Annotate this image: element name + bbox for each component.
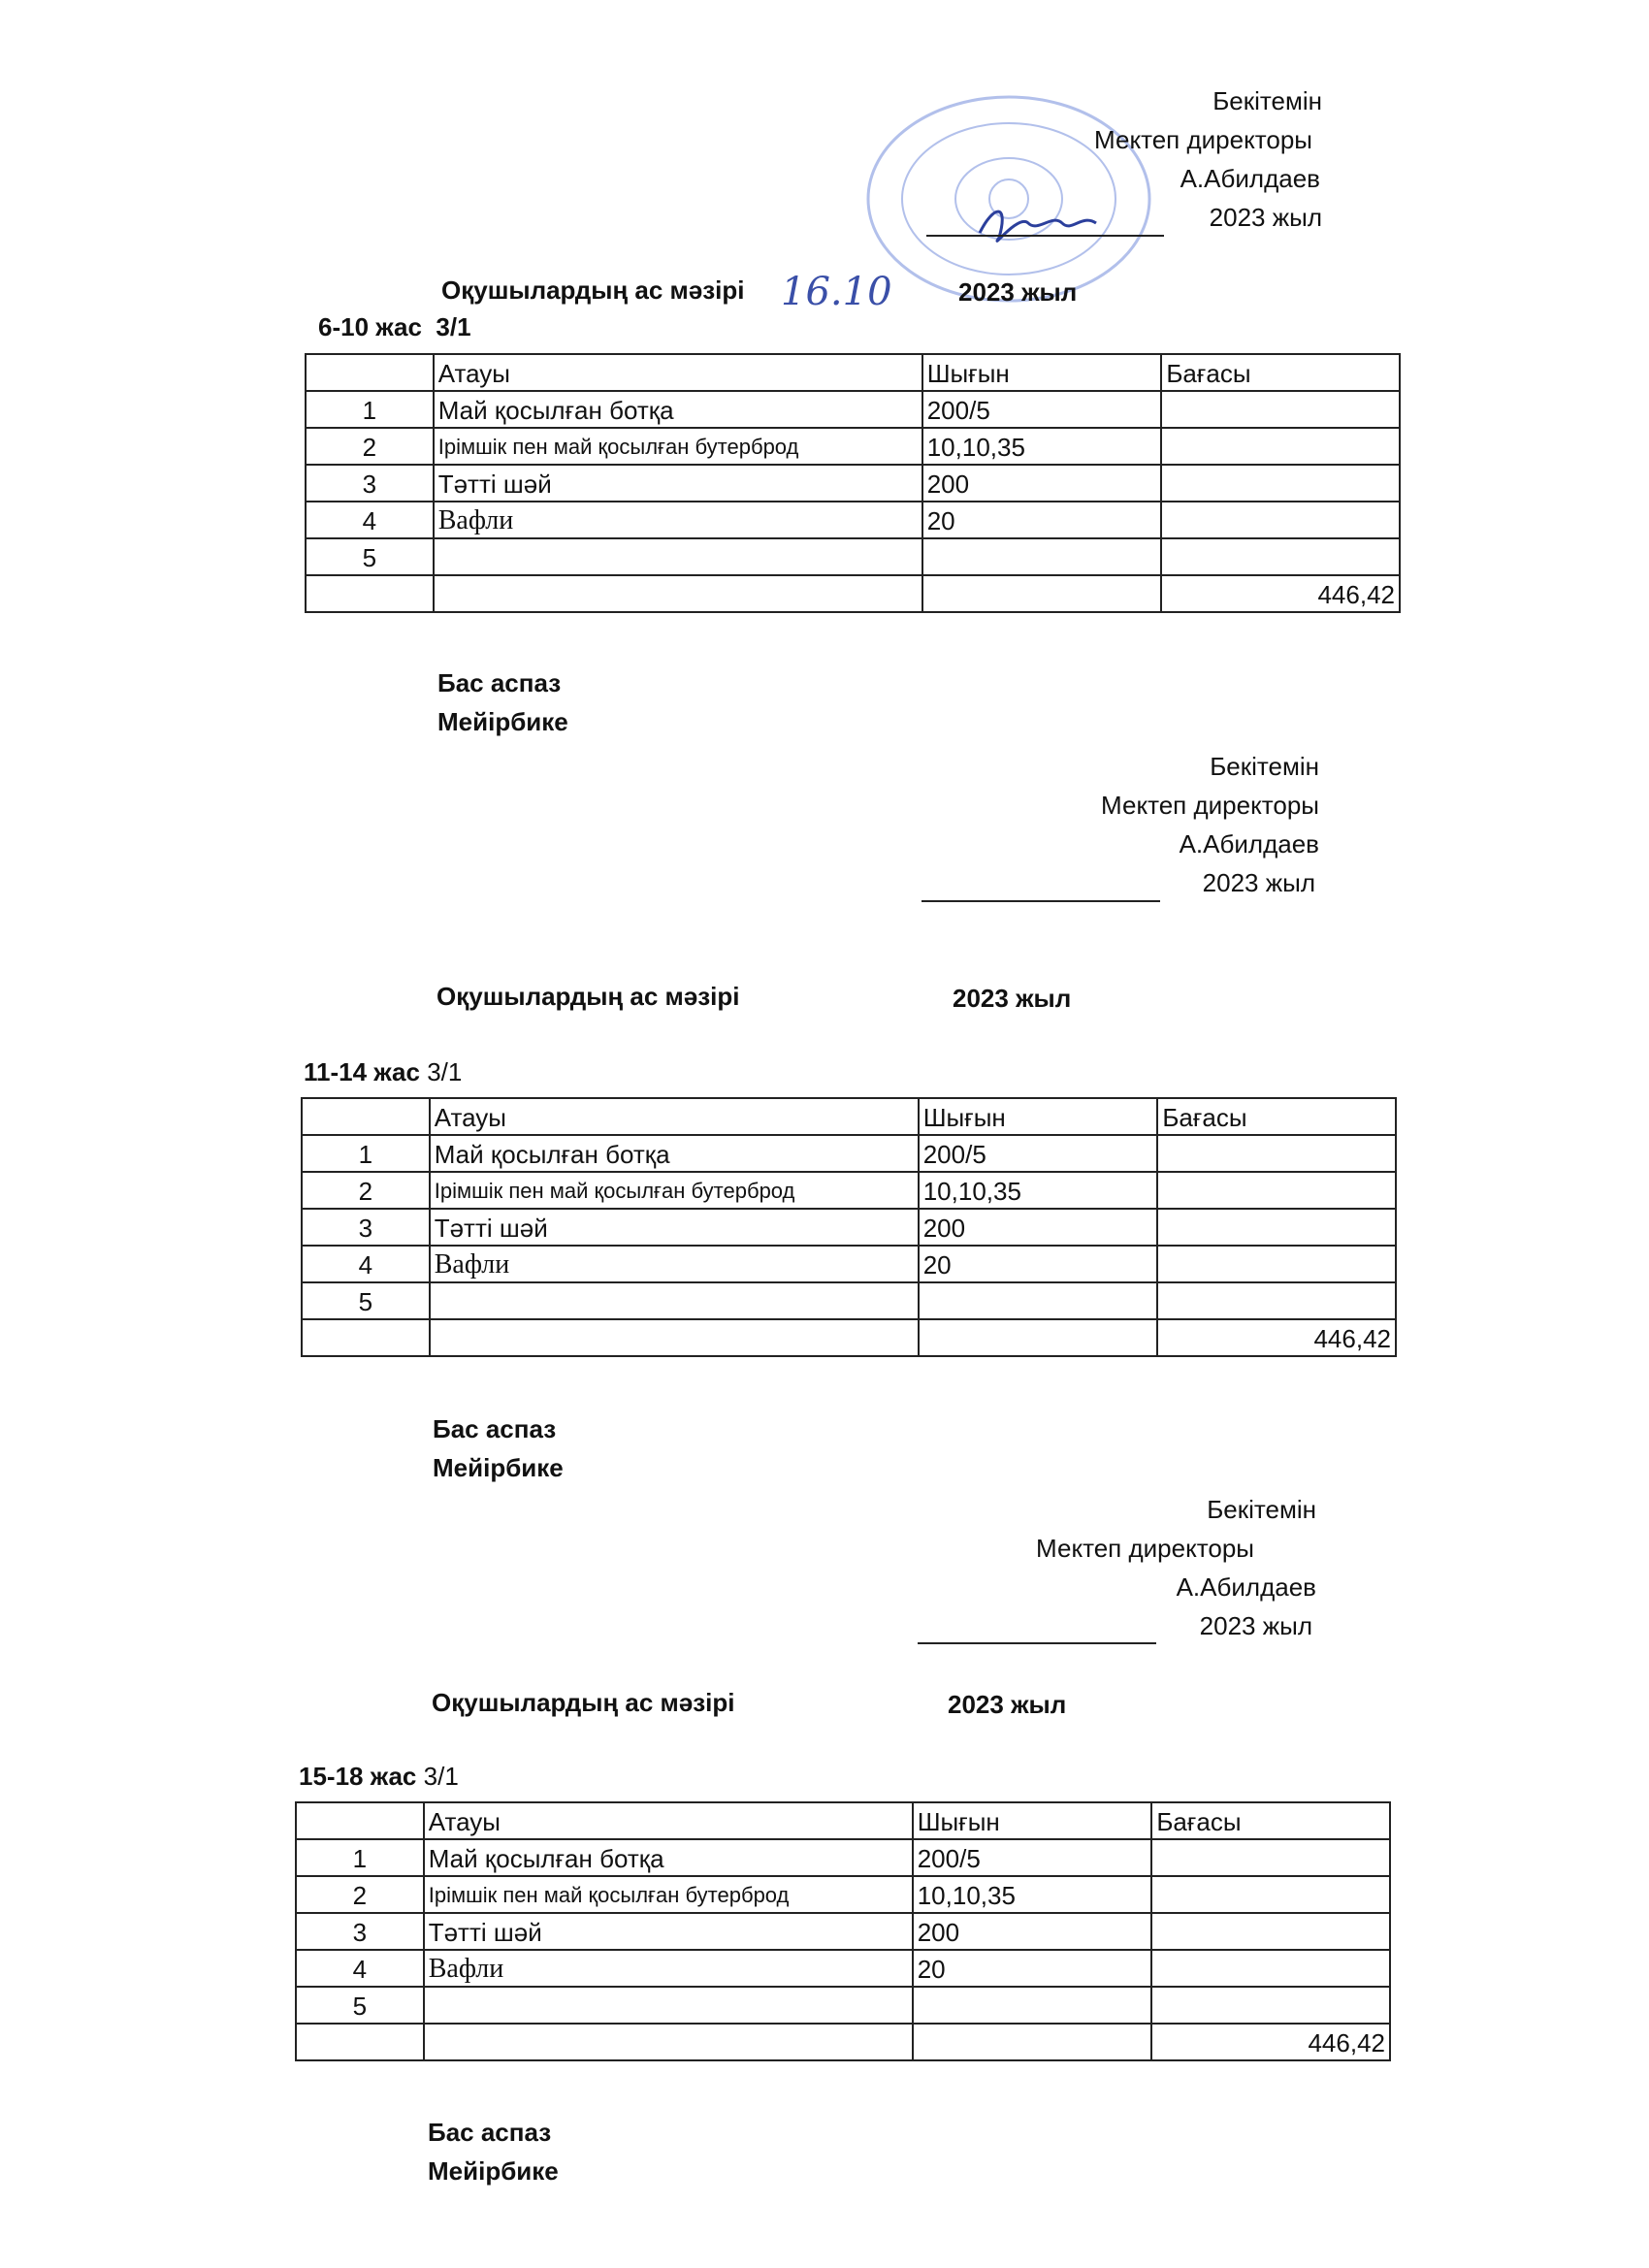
- table-row: [306, 538, 1400, 575]
- dish-name: [424, 1987, 913, 2024]
- approval-year: 2023 жыл: [1199, 1611, 1312, 1640]
- dish-amount: 200/5: [922, 391, 1162, 428]
- dish-amount: 200: [913, 1913, 1152, 1950]
- table-row: [302, 1135, 1396, 1172]
- approval-block-3: [1036, 1490, 1316, 1645]
- nurse-label: Мейірбике: [437, 707, 568, 736]
- row-number: 1: [306, 391, 434, 428]
- header-cell: Атауы: [424, 1802, 913, 1839]
- age-group-line: [304, 1057, 462, 1087]
- approve-label: Бекітемін: [1212, 86, 1322, 115]
- header-cell: [296, 1802, 424, 1839]
- director-title: Мектеп директоры: [1036, 1534, 1254, 1563]
- header-cell: Бағасы: [1161, 354, 1400, 391]
- table-header: [296, 1802, 1390, 1839]
- row-number: 4: [306, 502, 434, 538]
- dish-price: [1151, 1913, 1390, 1950]
- director-name: А.Абилдаев: [1176, 1572, 1316, 1602]
- table-row: [302, 1282, 1396, 1319]
- menu-code: 3/1: [436, 312, 471, 341]
- row-number: 1: [302, 1135, 430, 1172]
- dish-amount: 20: [919, 1246, 1158, 1282]
- table-row: [306, 465, 1400, 502]
- dish-amount: 10,10,35: [922, 428, 1162, 465]
- row-number: 4: [296, 1950, 424, 1987]
- menu-table: [301, 1097, 1397, 1357]
- row-number: 1: [296, 1839, 424, 1876]
- nurse-label: Мейірбике: [433, 1453, 564, 1482]
- dish-name: [434, 538, 922, 575]
- director-name: А.Абилдаев: [1179, 829, 1319, 859]
- table-row: [302, 1246, 1396, 1282]
- row-number: 5: [306, 538, 434, 575]
- chef-label: Бас аспаз: [428, 2118, 552, 2147]
- header-cell: Бағасы: [1151, 1802, 1390, 1839]
- dish-name: Май қосылған ботқа: [424, 1839, 913, 1876]
- row-number: 2: [306, 428, 434, 465]
- menu-table: [295, 1801, 1391, 2061]
- approve-label: Бекітемін: [1207, 1495, 1316, 1524]
- table-row: [296, 1987, 1390, 2024]
- menu-title: Оқушылардың ас мәзірі: [436, 982, 740, 1011]
- menu-title: Оқушылардың ас мәзірі: [432, 1688, 735, 1717]
- menu-year: 2023 жыл: [958, 277, 1078, 307]
- total-price: 446,42: [1151, 2024, 1390, 2060]
- total-row: [306, 575, 1400, 612]
- dish-name: Май қосылған ботқа: [434, 391, 922, 428]
- director-name: А.Абилдаев: [1180, 164, 1320, 193]
- row-number: 5: [302, 1282, 430, 1319]
- dish-price: [1151, 1950, 1390, 1987]
- row-number: 2: [302, 1172, 430, 1209]
- dish-amount: 10,10,35: [919, 1172, 1158, 1209]
- dish-name: Вафли: [434, 502, 922, 538]
- chef-label: Бас аспаз: [433, 1414, 557, 1443]
- dish-amount: 10,10,35: [913, 1876, 1152, 1913]
- row-number: 5: [296, 1987, 424, 2024]
- age-group-line: [318, 312, 471, 342]
- header-cell: Шығын: [922, 354, 1162, 391]
- table-row: [302, 1209, 1396, 1246]
- signature-line: [926, 235, 1164, 237]
- dish-name: Тәтті шәй: [434, 465, 922, 502]
- dish-name: Тәтті шәй: [430, 1209, 919, 1246]
- dish-amount: 200/5: [919, 1135, 1158, 1172]
- dish-price: [1151, 1876, 1390, 1913]
- signature-line: [922, 900, 1160, 902]
- dish-name: Май қосылған ботқа: [430, 1135, 919, 1172]
- dish-price: [1157, 1246, 1396, 1282]
- handwritten-date: 16.10: [781, 270, 892, 314]
- age-group-line: [299, 1762, 459, 1792]
- table-row: [306, 391, 1400, 428]
- dish-name: Вафли: [430, 1246, 919, 1282]
- menu-year: 2023 жыл: [953, 984, 1072, 1013]
- dish-amount: 20: [922, 502, 1162, 538]
- table-row: [296, 1913, 1390, 1950]
- chef-label: Бас аспаз: [437, 668, 562, 697]
- dish-name: [430, 1282, 919, 1319]
- approval-block-1: [1094, 81, 1322, 237]
- row-number: 3: [296, 1913, 424, 1950]
- table-row: [296, 1876, 1390, 1913]
- menu-year: 2023 жыл: [948, 1690, 1067, 1719]
- dish-price: [1157, 1282, 1396, 1319]
- table-row: [302, 1172, 1396, 1209]
- header-cell: Атауы: [434, 354, 922, 391]
- dish-amount: [919, 1282, 1158, 1319]
- dish-price: [1151, 1839, 1390, 1876]
- total-price: 446,42: [1157, 1319, 1396, 1356]
- total-price: 446,42: [1161, 575, 1400, 612]
- dish-amount: 200/5: [913, 1839, 1152, 1876]
- nurse-label: Мейірбике: [428, 2156, 559, 2186]
- approval-year: 2023 жыл: [1202, 868, 1315, 897]
- dish-amount: 20: [913, 1950, 1152, 1987]
- age-group: 11-14 жас: [304, 1057, 420, 1086]
- menu-code: 3/1: [423, 1762, 459, 1791]
- header-cell: [306, 354, 434, 391]
- age-group: 15-18 жас: [299, 1762, 417, 1791]
- header-cell: Атауы: [430, 1098, 919, 1135]
- dish-price: [1161, 428, 1400, 465]
- dish-price: [1151, 1987, 1390, 2024]
- header-cell: Шығын: [919, 1098, 1158, 1135]
- table-header: [306, 354, 1400, 391]
- row-number: 3: [306, 465, 434, 502]
- dish-name: Ірімшік пен май қосылған бутерброд: [424, 1876, 913, 1913]
- age-group: 6-10 жас: [318, 312, 422, 341]
- director-title: Мектеп директоры: [1101, 791, 1319, 820]
- director-title: Мектеп директоры: [1094, 125, 1312, 154]
- dish-amount: [913, 1987, 1152, 2024]
- footer-signatures: [428, 2113, 559, 2190]
- header-cell: Бағасы: [1157, 1098, 1396, 1135]
- approval-year: 2023 жыл: [1209, 203, 1322, 232]
- row-number: 2: [296, 1876, 424, 1913]
- footer-signatures: [437, 664, 568, 741]
- table-row: [306, 502, 1400, 538]
- dish-price: [1161, 538, 1400, 575]
- dish-price: [1161, 391, 1400, 428]
- dish-amount: 200: [922, 465, 1162, 502]
- director-signature: [960, 194, 1106, 252]
- dish-name: Ірімшік пен май қосылған бутерброд: [434, 428, 922, 465]
- total-row: [302, 1319, 1396, 1356]
- dish-price: [1157, 1209, 1396, 1246]
- dish-price: [1157, 1172, 1396, 1209]
- approval-block-2: [1101, 747, 1319, 902]
- dish-price: [1161, 502, 1400, 538]
- footer-signatures: [433, 1409, 564, 1487]
- table-header: [302, 1098, 1396, 1135]
- menu-code: 3/1: [427, 1057, 463, 1086]
- row-number: 3: [302, 1209, 430, 1246]
- header-cell: [302, 1098, 430, 1135]
- dish-name: Тәтті шәй: [424, 1913, 913, 1950]
- dish-amount: [922, 538, 1162, 575]
- table-row: [306, 428, 1400, 465]
- dish-price: [1157, 1135, 1396, 1172]
- table-row: [296, 1950, 1390, 1987]
- signature-line: [918, 1642, 1156, 1644]
- header-cell: Шығын: [913, 1802, 1152, 1839]
- menu-title: Оқушылардың ас мәзірі: [441, 275, 745, 305]
- row-number: 4: [302, 1246, 430, 1282]
- dish-price: [1161, 465, 1400, 502]
- approve-label: Бекітемін: [1210, 752, 1319, 781]
- total-row: [296, 2024, 1390, 2060]
- menu-table: [305, 353, 1401, 613]
- dish-amount: 200: [919, 1209, 1158, 1246]
- dish-name: Вафли: [424, 1950, 913, 1987]
- dish-name: Ірімшік пен май қосылған бутерброд: [430, 1172, 919, 1209]
- table-row: [296, 1839, 1390, 1876]
